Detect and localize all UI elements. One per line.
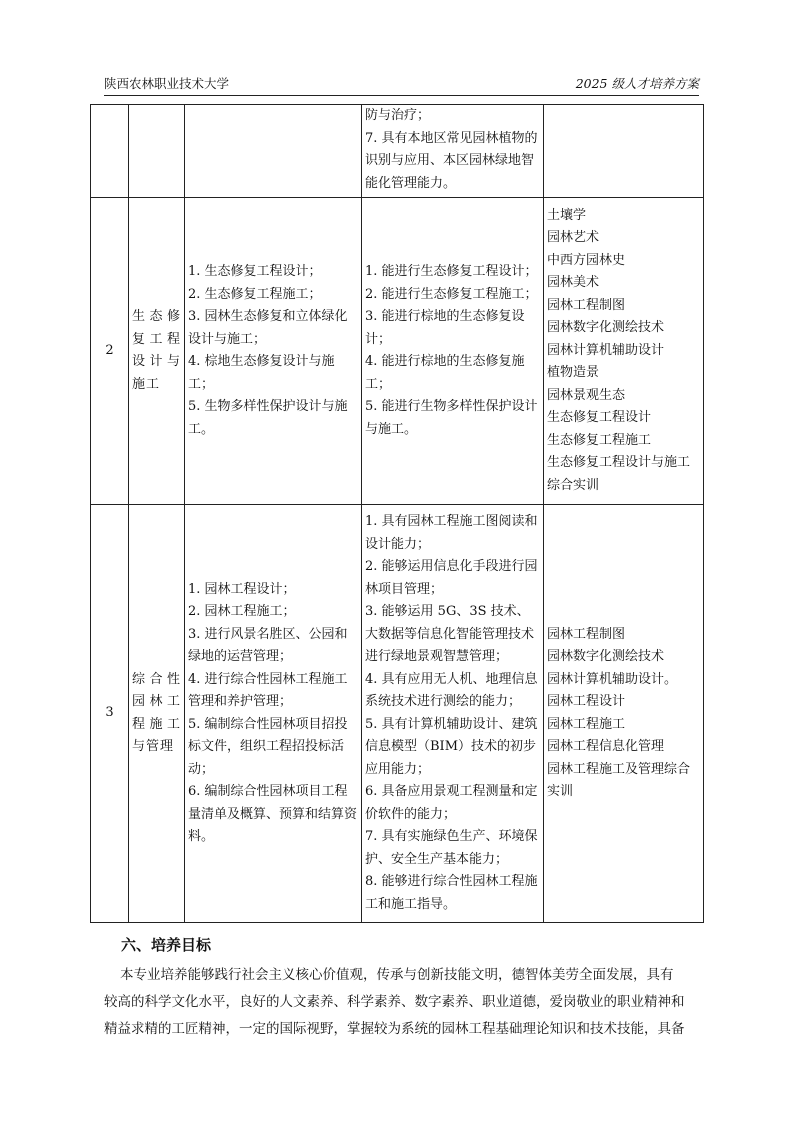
ability-item: 3. 能够运用 5G、3S 技术、大数据等信息化智能管理技术进行绿地景观智慧管理； bbox=[365, 604, 535, 664]
paragraph-line: 本专业培养能够践行社会主义核心价值观，传承与创新技能文明，德智体美劳全面发展，具有 bbox=[120, 967, 674, 983]
tasks-cell bbox=[185, 198, 362, 505]
table-row bbox=[91, 105, 704, 198]
tasks-cell bbox=[185, 105, 362, 198]
row-number-cell bbox=[91, 105, 129, 198]
course-item: 园林数字化测绘技术 bbox=[547, 320, 665, 336]
course-item: 园林工程设计 bbox=[547, 694, 626, 709]
ability-item: 5. 具有计算机辅助设计、建筑信息模型（BIM）技术的初步应用能力； bbox=[365, 716, 538, 777]
row-number-cell: 3 bbox=[91, 505, 129, 923]
section-heading: 六、培养目标 bbox=[121, 936, 212, 954]
ability-item: 7. 具有实施绿色生产、环境保护、安全生产基本能力； bbox=[365, 829, 538, 867]
course-item: 生态修复工程设计 bbox=[547, 410, 652, 426]
course-item: 园林数字化测绘技术 bbox=[547, 649, 665, 664]
abilities-cell bbox=[362, 505, 544, 923]
courses-cell bbox=[544, 505, 704, 923]
ability-item: 4. 具有应用无人机、地理信息系统技术进行测绘的能力； bbox=[365, 671, 538, 709]
course-item: 植物造景 bbox=[547, 365, 600, 381]
task-item: 1. 生态修复工程设计； bbox=[188, 264, 322, 279]
task-item: 4. 进行综合性园林工程施工管理和养护管理； bbox=[188, 671, 348, 709]
course-item: 园林工程施工及管理综合实训 bbox=[547, 761, 691, 799]
header-doc-title: 2025 级人才培养方案 bbox=[575, 76, 699, 91]
course-item: 园林景观生态 bbox=[547, 387, 626, 403]
task-item: 2. 园林工程施工； bbox=[188, 604, 296, 619]
task-item: 3. 园林生态修复和立体绿化设计与施工； bbox=[188, 309, 348, 347]
direction-line: 综合性 bbox=[132, 671, 181, 687]
course-item: 园林工程信息化管理 bbox=[547, 739, 665, 754]
direction-line: 复工程 bbox=[132, 331, 181, 347]
direction-line: 设计与 bbox=[132, 354, 181, 369]
course-item: 园林工程制图 bbox=[547, 626, 626, 642]
table-row bbox=[91, 505, 704, 923]
task-item: 5. 生物多样性保护设计与施工。 bbox=[188, 399, 348, 437]
ability-item: 1. 能进行生态修复工程设计； bbox=[365, 264, 538, 279]
ability-item: 7. 具有本地区常见园林植物的识别与应用、本区园林绿地智能化管理能力。 bbox=[365, 130, 538, 191]
course-item: 园林工程施工 bbox=[547, 716, 626, 732]
course-item: 园林艺术 bbox=[547, 230, 600, 246]
courses-cell bbox=[544, 105, 704, 198]
table-row bbox=[91, 198, 704, 505]
course-item: 生态修复工程设计与施工综合实训 bbox=[547, 455, 691, 493]
direction-line: 程施工 bbox=[132, 716, 181, 732]
ability-item: 2. 能进行生态修复工程施工； bbox=[365, 286, 538, 302]
course-item: 园林计算机辅助设计。 bbox=[547, 671, 678, 687]
task-item: 5. 编制综合性园林项目招投标文件，组织工程招投标活动； bbox=[188, 716, 348, 777]
direction-cell bbox=[129, 105, 185, 198]
task-item: 2. 生态修复工程施工； bbox=[188, 286, 322, 302]
ability-item: 5. 能进行生物多样性保护设计与施工。 bbox=[365, 399, 538, 437]
row-number-cell: 2 bbox=[91, 198, 129, 505]
courses-cell bbox=[544, 198, 704, 505]
ability-item: 2. 能够运用信息化手段进行园林项目管理； bbox=[365, 559, 538, 597]
direction-line: 与管理 bbox=[132, 739, 175, 754]
direction-line: 施工 bbox=[132, 376, 161, 392]
competency-table bbox=[90, 104, 704, 923]
course-item: 园林工程制图 bbox=[547, 297, 626, 313]
ability-item: 6. 具备应用景观工程测量和定价软件的能力； bbox=[365, 784, 538, 822]
task-item: 4. 棕地生态修复设计与施工； bbox=[188, 354, 335, 392]
direction-line: 园林工 bbox=[132, 694, 181, 709]
task-item: 6. 编制综合性园林项目工程量清单及概算、预算和结算资料。 bbox=[188, 784, 358, 844]
abilities-cell bbox=[362, 105, 544, 198]
ability-item: 1. 具有园林工程施工图阅读和设计能力； bbox=[365, 514, 538, 552]
ability-item: 8. 能够进行综合性园林工程施工和施工指导。 bbox=[365, 874, 538, 912]
paragraph-line: 较高的科学文化水平，良好的人文素养、科学素养、数字素养、职业道德，爱岗敬业的职业精神和 bbox=[104, 994, 685, 1010]
tasks-cell bbox=[185, 505, 362, 923]
ability-item: 3. 能进行棕地的生态修复设计； bbox=[365, 309, 525, 347]
page-header bbox=[104, 73, 699, 96]
ability-item: 防与治疗； bbox=[365, 108, 431, 123]
paragraph-line: 精益求精的工匠精神，一定的国际视野，掌握较为系统的园林工程基础理论知识和技术技能，具备 bbox=[104, 1021, 685, 1037]
course-item: 中西方园林史 bbox=[547, 252, 626, 268]
course-item: 土壤学 bbox=[547, 207, 587, 223]
section-paragraph bbox=[104, 962, 700, 1043]
course-item: 园林计算机辅助设计 bbox=[547, 342, 665, 358]
task-item: 3. 进行风景名胜区、公园和绿地的运营管理； bbox=[188, 626, 348, 664]
abilities-cell bbox=[362, 198, 544, 505]
header-institution: 陕西农林职业技术大学 bbox=[104, 76, 230, 91]
direction-line: 生态修 bbox=[132, 309, 181, 324]
direction-cell bbox=[129, 198, 185, 505]
course-item: 园林美术 bbox=[547, 275, 600, 291]
course-item: 生态修复工程施工 bbox=[547, 432, 652, 448]
task-item: 1. 园林工程设计； bbox=[188, 581, 296, 597]
ability-item: 4. 能进行棕地的生态修复施工； bbox=[365, 354, 525, 392]
direction-cell bbox=[129, 505, 185, 923]
